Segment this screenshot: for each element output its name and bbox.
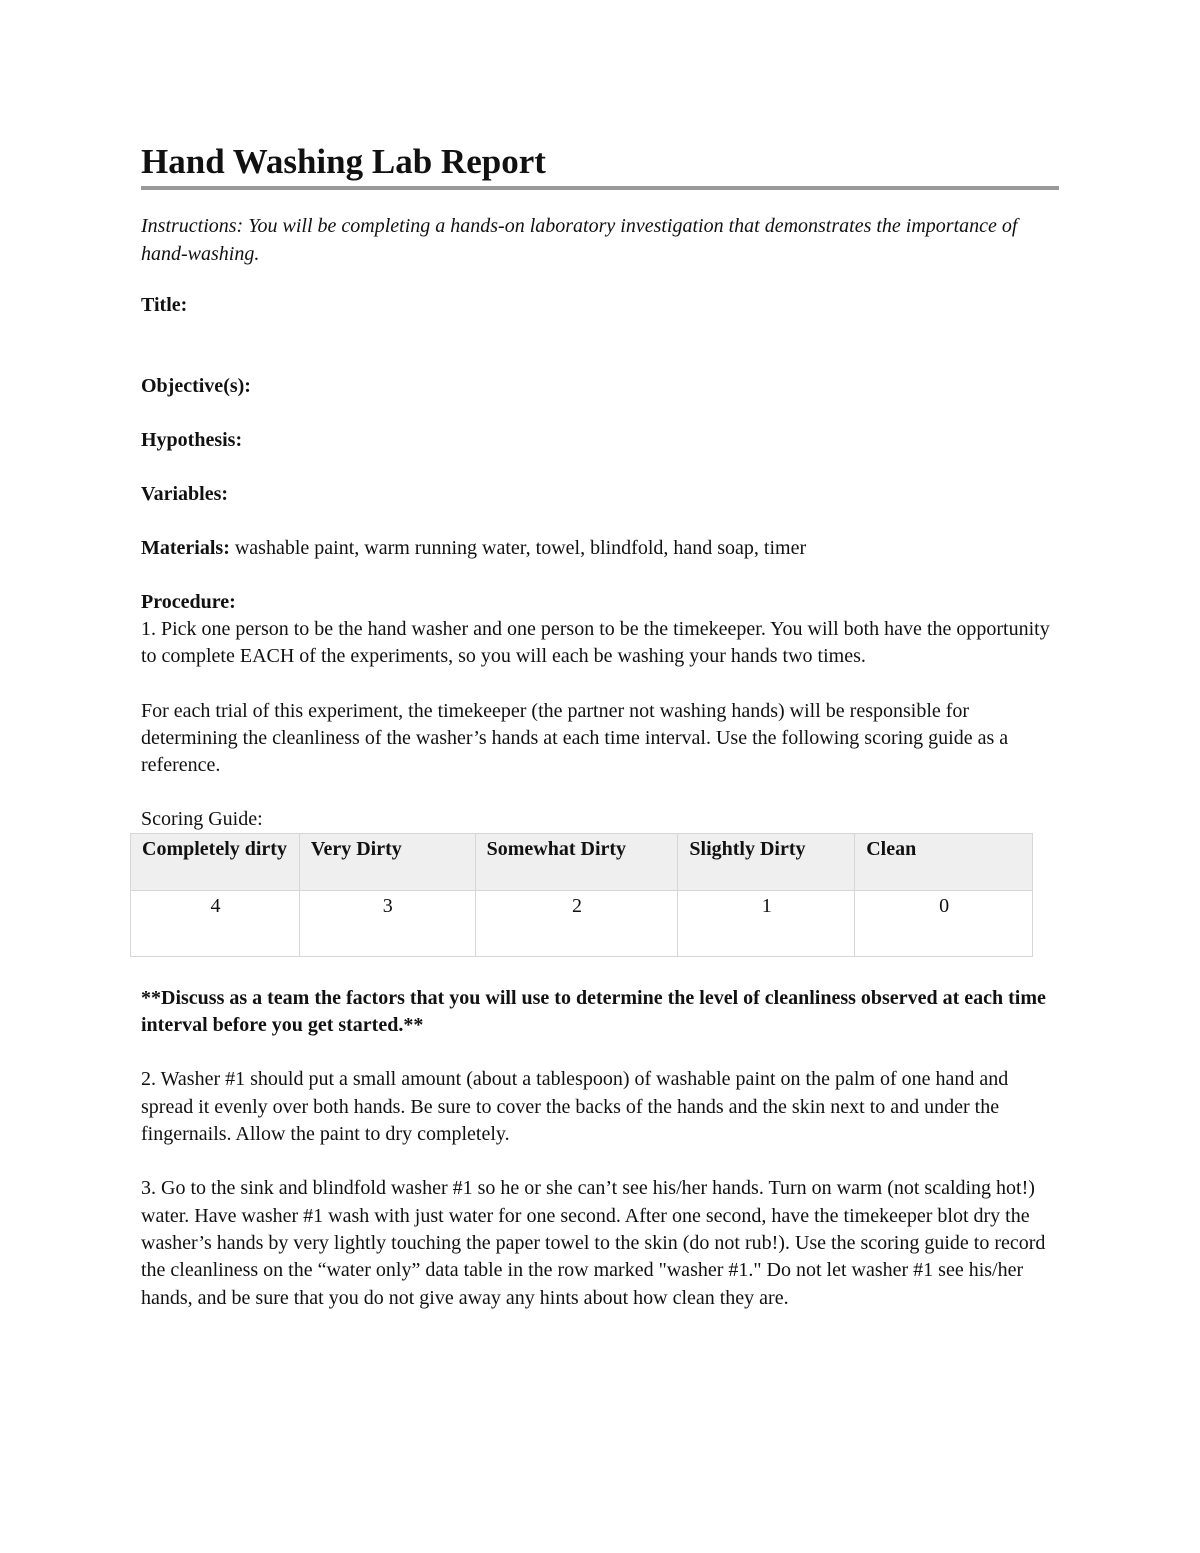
materials-field <box>141 535 1061 562</box>
variables-field <box>141 481 1061 508</box>
procedure-heading <box>141 589 1061 616</box>
hypothesis-field-label: Hypothesis: <box>141 429 243 451</box>
procedure-step-2: 2. Washer #1 should put a small amount (about a tablespoon) of washable paint on the palm of one hand and spread it evenly over both hands. Be sure to cover the backs of the hands and the skin next to and under the fingernails. Allow the paint to dry completely. <box>141 1068 1009 1146</box>
scoring-header-somewhat-dirty: Somewhat Dirty <box>475 834 678 891</box>
document-page <box>141 140 1061 1312</box>
scoring-value-slightly-dirty: 1 <box>678 891 855 957</box>
instructions-text: Instructions: You will be completing a hands-on laboratory investigation that demonstrates the importance of hand-washing. <box>141 215 1018 265</box>
title-field <box>141 292 1061 319</box>
scoring-guide-table <box>130 833 1033 957</box>
procedure-step-3: 3. Go to the sink and blindfold washer #1 so he or she can’t see his/her hands. Turn on warm (not scalding hot!) water. Have washer #1 wash with just water for one second. After one second, have the timekeeper blot dry the washer’s hands by very lightly touching the paper towel to the skin (do not rub!). Use the scoring guide to record the cleanliness on the “water only” data table in the row marked "washer #1." Do not let washer #1 see his/her hands, and be sure that you do not give away any hints about how clean they are. <box>141 1177 1046 1309</box>
scoring-value-row <box>131 891 1033 957</box>
page-title: Hand Washing Lab Report <box>141 142 546 181</box>
materials-field-value: washable paint, warm running water, towel, blindfold, hand soap, timer <box>234 537 807 559</box>
scoring-header-slightly-dirty: Slightly Dirty <box>678 834 855 891</box>
title-field-label: Title: <box>141 294 188 316</box>
scoring-value-somewhat-dirty: 2 <box>475 891 678 957</box>
scoring-header-very-dirty: Very Dirty <box>299 834 475 891</box>
scoring-guide-label: Scoring Guide: <box>141 808 263 831</box>
title-divider <box>141 186 1059 190</box>
scoring-header-row <box>131 834 1033 891</box>
objectives-field-label: Objective(s): <box>141 375 251 397</box>
hypothesis-field <box>141 427 1061 454</box>
discuss-note: **Discuss as a team the factors that you will use to determine the level of cleanliness observed at each time interval before you get started.** <box>141 987 1046 1037</box>
variables-field-label: Variables: <box>141 483 229 505</box>
scoring-value-very-dirty: 3 <box>299 891 475 957</box>
procedure-step-1: 1. Pick one person to be the hand washer and one person to be the timekeeper. You will both have the opportunity to complete EACH of the experiments, so you will each be washing your hands two times. <box>141 618 1050 668</box>
scoring-header-clean: Clean <box>855 834 1033 891</box>
scoring-intro: For each trial of this experiment, the timekeeper (the partner not washing hands) will be responsible for determining the cleanliness of the washer’s hands at each time interval. Use the following scoring guide as a reference. <box>141 699 1009 777</box>
procedure-label: Procedure: <box>141 591 236 613</box>
objectives-field <box>141 373 1061 400</box>
materials-field-label: Materials: <box>141 537 230 559</box>
scoring-value-clean: 0 <box>855 891 1033 957</box>
scoring-header-completely-dirty: Completely dirty <box>131 834 300 891</box>
scoring-value-completely-dirty: 4 <box>131 891 300 957</box>
